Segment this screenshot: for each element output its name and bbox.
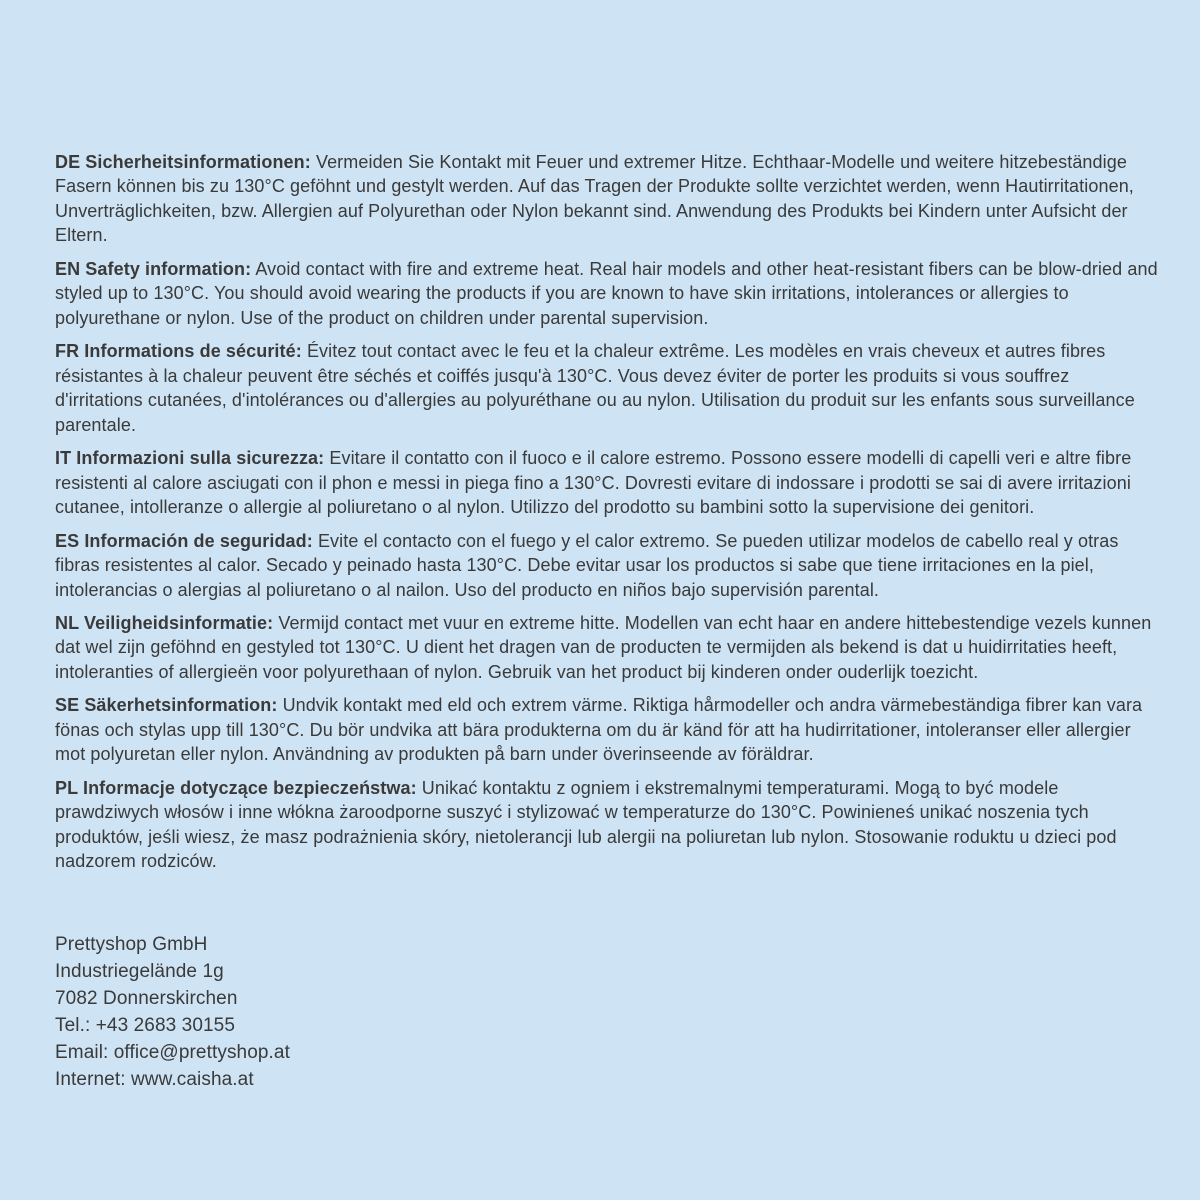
- section-body-it: Evitare il contatto con il fuoco e il calore estremo. Possono essere modelli di capelli veri e altre fibre resistenti al calore asciugati con il phon e messi in piega fino a 130°C. Dovresti evitare di indossare i prodotti se sai di avere irritazioni cutanee, intolleranze o allergie al poliuretano o al nylon. Utilizzo del prodotto su bambini sotto la supervisione dei genitori.: [55, 448, 1132, 518]
- section-title-fr: FR Informations de sécurité:: [55, 341, 302, 362]
- section-title-it: IT Informazioni sulla sicurezza:: [55, 448, 325, 469]
- safety-section-de: [55, 150, 1160, 248]
- safety-section-fr: [55, 339, 1160, 437]
- section-body-fr: Évitez tout contact avec le feu et la chaleur extrême. Les modèles en vrais cheveux et autres fibres résistantes à la chaleur peuvent être séchés et coiffés jusqu'à 130°C. Vous devez éviter de porter les produits si vous souffrez d'irritations cutanées, d'intolérances ou d'allergies au polyuréthane ou au nylon. Utilisation du produit sur les enfants sous surveillance parentale.: [55, 341, 1135, 435]
- safety-section-it: [55, 446, 1160, 519]
- safety-section-se: [55, 693, 1160, 766]
- section-title-en: EN Safety information:: [55, 258, 252, 279]
- safety-section-nl: [55, 611, 1160, 684]
- phone-line: Tel.: +43 2683 30155: [55, 1014, 236, 1036]
- section-body-pl: Unikać kontaktu z ogniem i ekstremalnymi temperaturami. Mogą to być modele prawdziwych włosów i inne włókna żaroodporne suszyć i stylizować w temperaturze do 130°C. Powinieneś unikać noszenia tych produktów, jeśli wiesz, że masz podrażnienia skóry, nietolerancji lub alergii na poliuretan lub nylon. Stosowanie roduktu u dzieci pod nadzorem rodziców.: [55, 777, 1117, 872]
- city-address: 7082 Donnerskirchen: [55, 987, 238, 1009]
- internet-line: Internet: www.caisha.at: [55, 1068, 254, 1090]
- safety-sections: [55, 150, 1160, 874]
- section-title-es: ES Información de seguridad:: [55, 530, 313, 551]
- company-name: Prettyshop GmbH: [55, 933, 208, 955]
- safety-section-pl: [55, 776, 1160, 874]
- safety-section-en: [55, 257, 1160, 330]
- section-title-se: SE Säkerhetsinformation:: [55, 695, 278, 716]
- section-title-pl: PL Informacje dotyczące bezpieczeństwa:: [55, 777, 417, 798]
- contact-block: [55, 932, 1160, 1094]
- section-title-de: DE Sicherheitsinformationen:: [55, 152, 311, 172]
- section-body-se: Undvik kontakt med eld och extrem värme. Riktiga hårmodeller och andra värmebeständiga fibrer kan vara fönas och stylas upp till 130°C. Du bör undvika att bära produkterna om du är känd för att ha hudirritationer, intoleranser eller allergier mot polyuretan eller nylon. Användning av produkten på barn under överinseende av föräldrar.: [55, 695, 1143, 765]
- section-body-de: Vermeiden Sie Kontakt mit Feuer und extremer Hitze. Echthaar-Modelle und weitere hitzebeständige Fasern können bis zu 130°C geföhnt und gestylt werden. Auf das Tragen der Produkte sollte verzichtet werden, wenn Hautirritationen, Unverträglichkeiten, bzw. Allergien auf Polyurethan oder Nylon bekannt sind. Anwendung des Produkts bei Kindern unter Aufsicht der Eltern.: [55, 152, 1134, 246]
- section-body-nl: Vermijd contact met vuur en extreme hitte. Modellen van echt haar en andere hittebestendige vezels kunnen dat wel zijn geföhnd en gestyled tot 130°C. U dient het dragen van de producten te vermijden als bekend is dat u huidirritaties heeft, intoleranties of allergieën voor polyurethaan of nylon. Gebruik van het product bij kinderen onder ouderlijk toezicht.: [55, 612, 1152, 682]
- email-line: Email: office@prettyshop.at: [55, 1041, 290, 1063]
- section-title-nl: NL Veiligheidsinformatie:: [55, 612, 274, 633]
- safety-section-es: [55, 529, 1160, 602]
- section-body-en: Avoid contact with fire and extreme heat. Real hair models and other heat-resistant fibers can be blow-dried and styled up to 130°C. You should avoid wearing the products if you are known to have skin irritations, intolerances or allergies to polyurethane or nylon. Use of the product on children under parental supervision.: [55, 258, 1158, 328]
- section-body-es: Evite el contacto con el fuego y el calor extremo. Se pueden utilizar modelos de cabello real y otras fibras resistentes al calor. Secado y peinado hasta 130°C. Debe evitar usar los productos si sabe que tiene irritaciones en la piel, intolerancias o alergias al poliuretano o al nailon. Uso del producto en niños bajo supervisión parental.: [55, 530, 1119, 600]
- street-address: Industriegelände 1g: [55, 960, 224, 982]
